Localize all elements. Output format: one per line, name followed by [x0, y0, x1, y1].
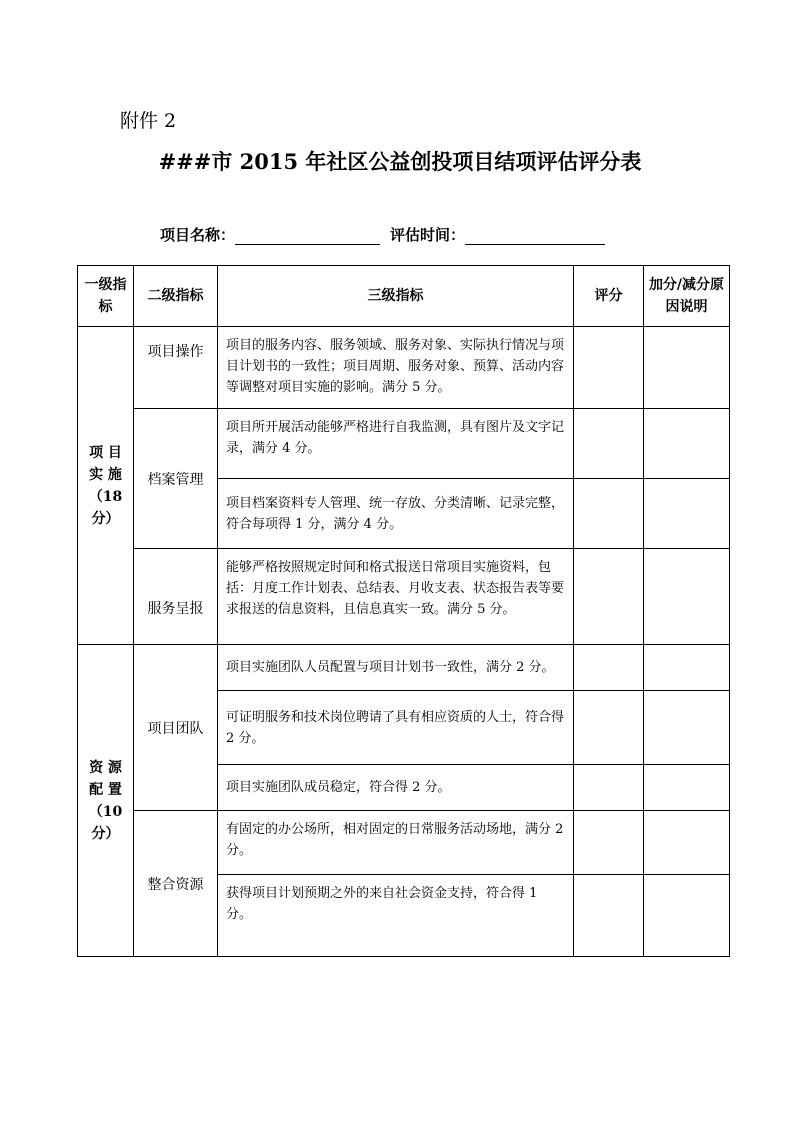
level2-cell: 项目操作 [134, 327, 218, 409]
level2-cell: 整合资源 [134, 811, 218, 957]
attachment-label: 附件 2 [120, 110, 177, 132]
level2-cell: 项目团队 [134, 645, 218, 811]
page-title: ###市 2015 年社区公益创投项目结项评估评分表 [158, 149, 642, 174]
level3-cell: 项目档案资料专人管理、统一存放、分类清晰、记录完整，符合每项得 1 分，满分 4 分。 [218, 479, 574, 549]
reason-cell[interactable] [644, 409, 730, 479]
table-row [78, 811, 730, 875]
eval-time-label: 评估时间： [390, 226, 466, 244]
reason-cell[interactable] [644, 327, 730, 409]
level2-cell: 档案管理 [134, 409, 218, 549]
header-row [78, 266, 730, 327]
score-cell[interactable] [574, 691, 644, 765]
score-cell[interactable] [574, 327, 644, 409]
eval-time-field[interactable] [465, 228, 605, 245]
level1-cell: 项 目 实 施 （18 分） [78, 327, 134, 645]
form-meta [160, 224, 605, 245]
reason-cell[interactable] [644, 479, 730, 549]
col-reason: 加分/减分原因说明 [644, 266, 730, 327]
level2-cell: 服务呈报 [134, 549, 218, 645]
project-name-label: 项目名称： [160, 226, 236, 244]
level3-cell: 有固定的办公场所，相对固定的日常服务活动场地，满分 2 分。 [218, 811, 574, 875]
level3-cell: 项目所开展活动能够严格进行自我监测，具有图片及文字记录，满分 4 分。 [218, 409, 574, 479]
score-cell[interactable] [574, 479, 644, 549]
project-name-field[interactable] [235, 228, 380, 245]
score-cell[interactable] [574, 409, 644, 479]
reason-cell[interactable] [644, 811, 730, 875]
col-score: 评分 [574, 266, 644, 327]
level1-cell: 资 源 配 置 （10 分） [78, 645, 134, 957]
reason-cell[interactable] [644, 765, 730, 811]
table-row [78, 549, 730, 645]
col-level2: 二级指标 [134, 266, 218, 327]
scoring-table [77, 265, 730, 957]
score-cell[interactable] [574, 645, 644, 691]
col-level3: 三级指标 [218, 266, 574, 327]
reason-cell[interactable] [644, 691, 730, 765]
reason-cell[interactable] [644, 875, 730, 957]
table-row [78, 327, 730, 409]
table-row [78, 409, 730, 479]
level3-cell: 获得项目计划预期之外的来自社会资金支持，符合得 1 分。 [218, 875, 574, 957]
score-cell[interactable] [574, 549, 644, 645]
score-cell[interactable] [574, 875, 644, 957]
level3-cell: 可证明服务和技术岗位聘请了具有相应资质的人士，符合得 2 分。 [218, 691, 574, 765]
reason-cell[interactable] [644, 645, 730, 691]
level3-cell: 项目实施团队人员配置与项目计划书一致性，满分 2 分。 [218, 645, 574, 691]
col-level1: 一级指标 [78, 266, 134, 327]
score-cell[interactable] [574, 765, 644, 811]
level3-cell: 项目实施团队成员稳定，符合得 2 分。 [218, 765, 574, 811]
table-row [78, 645, 730, 691]
level3-cell: 项目的服务内容、服务领域、服务对象、实际执行情况与项目计划书的一致性；项目周期、服务对象、预算、活动内容等调整对项目实施的影响。满分 5 分。 [218, 327, 574, 409]
level3-cell: 能够严格按照规定时间和格式报送日常项目实施资料，包括：月度工作计划表、总结表、月收支表、状态报告表等要求报送的信息资料，且信息真实一致。满分 5 分。 [218, 549, 574, 645]
score-cell[interactable] [574, 811, 644, 875]
reason-cell[interactable] [644, 549, 730, 645]
